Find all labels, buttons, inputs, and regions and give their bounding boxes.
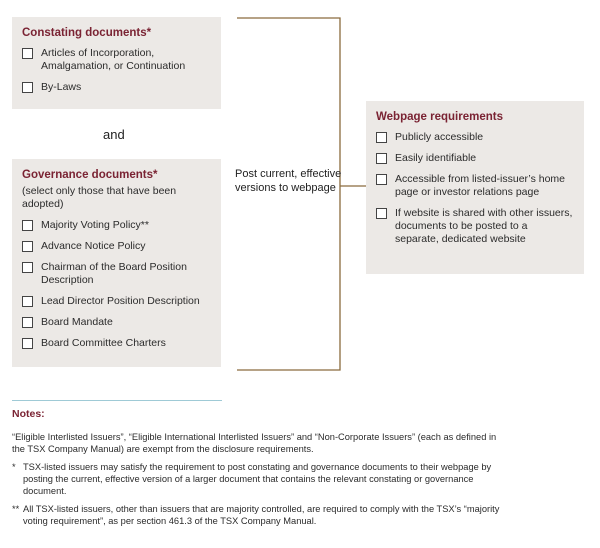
checkbox[interactable] [22,82,33,93]
checkbox[interactable] [22,262,33,273]
checkbox[interactable] [22,317,33,328]
webpage-requirements-title: Webpage requirements [376,111,503,123]
item-label: Advance Notice Policy [41,240,146,252]
footnote-mark: * [12,462,16,472]
checkbox[interactable] [376,208,387,219]
footnote-2 [12,503,502,527]
item-label: Accessible from listed-issuer’s home page or investor relations page [395,173,566,198]
governance-subtitle: (select only those that have been adopted) [22,185,177,210]
governance-documents-panel [12,159,221,367]
constating-documents-title: Constating documents* [22,27,152,39]
checkbox[interactable] [22,338,33,349]
checkbox[interactable] [22,48,33,59]
checklist-item[interactable] [376,173,574,199]
checklist-item[interactable] [22,316,211,329]
item-label: Articles of Incorporation, Amalgamation, or Continuation [41,47,186,72]
footnote-mark: ** [12,504,20,514]
checkbox[interactable] [376,153,387,164]
item-label: Board Mandate [41,316,113,328]
item-label: If website is shared with other issuers, documents to be posted to a separate, dedicated website [395,207,573,245]
footnote-text: All TSX-listed issuers, other than issuers that are majority controlled, are required to comply with the TSX’s “majority voting requirement”, as per section 461.3 of the TSX Company Manual. [23,504,500,526]
checkbox[interactable] [376,132,387,143]
footnote-1 [12,461,502,497]
checkbox[interactable] [22,241,33,252]
checklist-item[interactable] [22,47,211,73]
checklist-item[interactable] [22,337,211,350]
constating-documents-panel [12,17,221,109]
checklist-item[interactable] [22,219,211,232]
item-label: Publicly accessible [395,131,484,143]
webpage-requirements-panel [366,101,584,274]
checkbox[interactable] [22,296,33,307]
item-label: Chairman of the Board Position Description [41,261,187,286]
checklist-item[interactable] [22,81,211,94]
checklist-item[interactable] [376,152,574,165]
footnote-text: TSX-listed issuers may satisfy the requirement to post constating and governance documents to their webpage by posting the current, effective version of a larger document that contains the relevant constating or governance document. [23,462,492,496]
checklist-item[interactable] [376,131,574,144]
checkbox[interactable] [22,220,33,231]
notes-main-text: “Eligible Interlisted Issuers”, “Eligible International Interlisted Issuers” and “Non-Corporate Issuers” (each as defined in the TSX Company Manual) are exempt from the disclosure requirements. [12,432,497,454]
connector-label: Post current, effective versions to webpage [235,168,342,194]
item-label: Majority Voting Policy** [41,219,149,231]
item-label: Lead Director Position Description [41,295,200,307]
notes-title: Notes: [12,408,45,420]
checklist-item[interactable] [22,295,211,308]
checklist-item[interactable] [22,261,211,287]
item-label: Easily identifiable [395,152,477,164]
governance-documents-title: Governance documents* [22,169,158,181]
and-label: and [103,127,125,142]
checkbox[interactable] [376,174,387,185]
notes-divider [12,400,222,401]
checklist-item[interactable] [376,207,574,246]
item-label: Board Committee Charters [41,337,166,349]
item-label: By-Laws [41,81,82,93]
checklist-item[interactable] [22,240,211,253]
